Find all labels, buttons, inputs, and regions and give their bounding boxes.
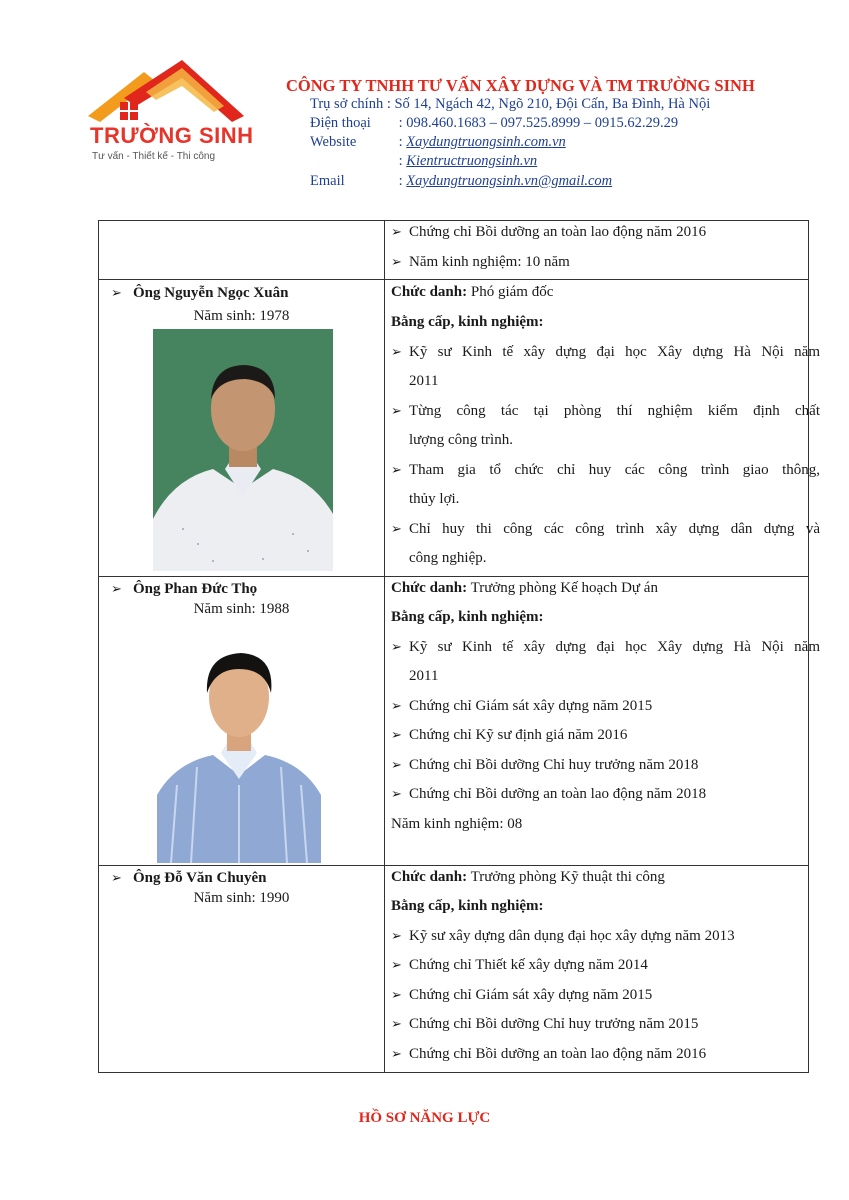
person-name: ➢ Ông Phan Đức Thọ: [111, 581, 258, 597]
person-name: ➢ Ông Đỗ Văn Chuyên: [111, 870, 267, 886]
arrow-bullet-icon: ➢: [391, 224, 402, 239]
email-colon: :: [398, 173, 403, 189]
list-item: ➢ Từng công tác tại phòng thí nghiệm kiểm định chất: [391, 403, 820, 419]
arrow-bullet-icon: ➢: [391, 786, 402, 801]
list-item-continued: 2011: [409, 373, 439, 389]
company-logo: [84, 58, 254, 168]
birth-year: Năm sinh: 1978: [193, 308, 290, 324]
page-footer: HỒ SƠ NĂNG LỰC: [358, 1110, 491, 1126]
person-photo: [153, 329, 333, 571]
website-row-2: [310, 153, 537, 170]
birth-year: Năm sinh: 1988: [193, 601, 290, 617]
experience-years: Năm kinh nghiệm: 08: [391, 816, 523, 832]
arrow-bullet-icon: ➢: [391, 957, 402, 972]
arrow-bullet-icon: ➢: [391, 462, 402, 477]
list-item: ➢ Kỹ sư Kinh tế xây dựng đại học Xây dựng Hà Nội năm: [391, 639, 820, 655]
arrow-bullet-icon: ➢: [111, 581, 122, 596]
person-photo: [157, 635, 321, 863]
qualification-heading: Bằng cấp, kinh nghiệm:: [391, 314, 544, 330]
phone-value: : 098.460.1683 – 097.525.8999 – 0915.62.29.29: [398, 115, 679, 131]
qualification-heading: Bằng cấp, kinh nghiệm:: [391, 609, 544, 625]
list-item-continued: công nghiệp.: [409, 550, 487, 566]
list-item: ➢ Năm kinh nghiệm: 10 năm: [391, 254, 570, 270]
company-name: CÔNG TY TNHH TƯ VẤN XÂY DỰNG VÀ TM TRƯỜNG SINH: [286, 76, 755, 95]
list-item: ➢ Chứng chỉ Bồi dưỡng an toàn lao động năm 2016: [391, 224, 707, 240]
job-title: Chức danh: Trưởng phòng Kế hoạch Dự án: [391, 580, 658, 596]
list-item: ➢ Chứng chỉ Giám sát xây dựng năm 2015: [391, 698, 653, 714]
list-item: ➢ Chứng chỉ Bồi dưỡng Chỉ huy trưởng năm 2018: [391, 757, 699, 773]
arrow-bullet-icon: ➢: [391, 698, 402, 713]
arrow-bullet-icon: ➢: [111, 285, 122, 300]
email-link[interactable]: Xaydungtruongsinh.vn@gmail.com: [406, 173, 613, 189]
list-item-continued: 2011: [409, 668, 439, 684]
list-item-continued: lượng công trình.: [409, 432, 513, 448]
website-colon: :: [398, 134, 403, 150]
list-item: ➢ Kỹ sư Kinh tế xây dựng đại học Xây dựng Hà Nội năm: [391, 344, 820, 360]
person-name: ➢ Ông Nguyễn Ngọc Xuân: [111, 285, 289, 301]
website-colon-2: :: [398, 153, 403, 169]
arrow-bullet-icon: ➢: [391, 1016, 402, 1031]
arrow-bullet-icon: ➢: [391, 987, 402, 1002]
logo-tagline: Tư vấn - Thiết kế - Thi công: [92, 151, 216, 162]
list-item: ➢ Chứng chỉ Bồi dưỡng an toàn lao động năm 2018: [391, 786, 707, 802]
staff-table: [98, 220, 820, 1073]
list-item: ➢ Kỹ sư xây dựng dân dụng đại học xây dựng năm 2013: [391, 928, 735, 944]
job-title: Chức danh: Trưởng phòng Kỹ thuật thi công: [391, 869, 665, 885]
arrow-bullet-icon: ➢: [391, 521, 402, 536]
arrow-bullet-icon: ➢: [391, 344, 402, 359]
arrow-bullet-icon: ➢: [391, 928, 402, 943]
arrow-bullet-icon: ➢: [391, 1046, 402, 1061]
arrow-bullet-icon: ➢: [391, 727, 402, 742]
list-item: ➢ Chỉ huy thi công các công trình xây dựng dân dựng và: [391, 521, 820, 537]
email-row: [310, 173, 612, 190]
list-item: ➢ Chứng chỉ Bồi dưỡng an toàn lao động năm 2016: [391, 1046, 707, 1062]
arrow-bullet-icon: ➢: [391, 403, 402, 418]
qualification-heading: Bằng cấp, kinh nghiệm:: [391, 898, 544, 914]
job-title: Chức danh: Phó giám đốc: [391, 284, 554, 300]
roof-logo-icon: [84, 58, 254, 128]
website-link-2[interactable]: Kientructruongsinh.vn: [406, 153, 538, 169]
list-item-continued: thủy lợi.: [409, 491, 460, 507]
company-address: Trụ sở chính : Số 14, Ngách 42, Ngõ 210, Đội Cấn, Ba Đình, Hà Nội: [310, 96, 711, 112]
list-item: ➢ Tham gia tổ chức chỉ huy các công trình giao thông,: [391, 462, 820, 478]
website-link-1[interactable]: Xaydungtruongsinh.com.vn: [406, 134, 566, 150]
arrow-bullet-icon: ➢: [391, 639, 402, 654]
arrow-bullet-icon: ➢: [391, 757, 402, 772]
birth-year: Năm sinh: 1990: [193, 890, 290, 906]
list-item: ➢ Chứng chỉ Thiết kế xây dựng năm 2014: [391, 957, 648, 973]
list-item: ➢ Chứng chỉ Giám sát xây dựng năm 2015: [391, 987, 653, 1003]
email-label: Email: [310, 173, 345, 189]
phone-row: [310, 115, 678, 132]
website-row: [310, 134, 566, 151]
list-item: ➢ Chứng chỉ Kỹ sư định giá năm 2016: [391, 727, 628, 743]
logo-name: TRƯỜNG SINH: [90, 123, 254, 148]
arrow-bullet-icon: ➢: [391, 254, 402, 269]
list-item: ➢ Chứng chỉ Bồi dưỡng Chỉ huy trưởng năm 2015: [391, 1016, 699, 1032]
phone-label: Điện thoại: [310, 115, 371, 131]
website-label: Website: [310, 134, 357, 150]
arrow-bullet-icon: ➢: [111, 870, 122, 885]
